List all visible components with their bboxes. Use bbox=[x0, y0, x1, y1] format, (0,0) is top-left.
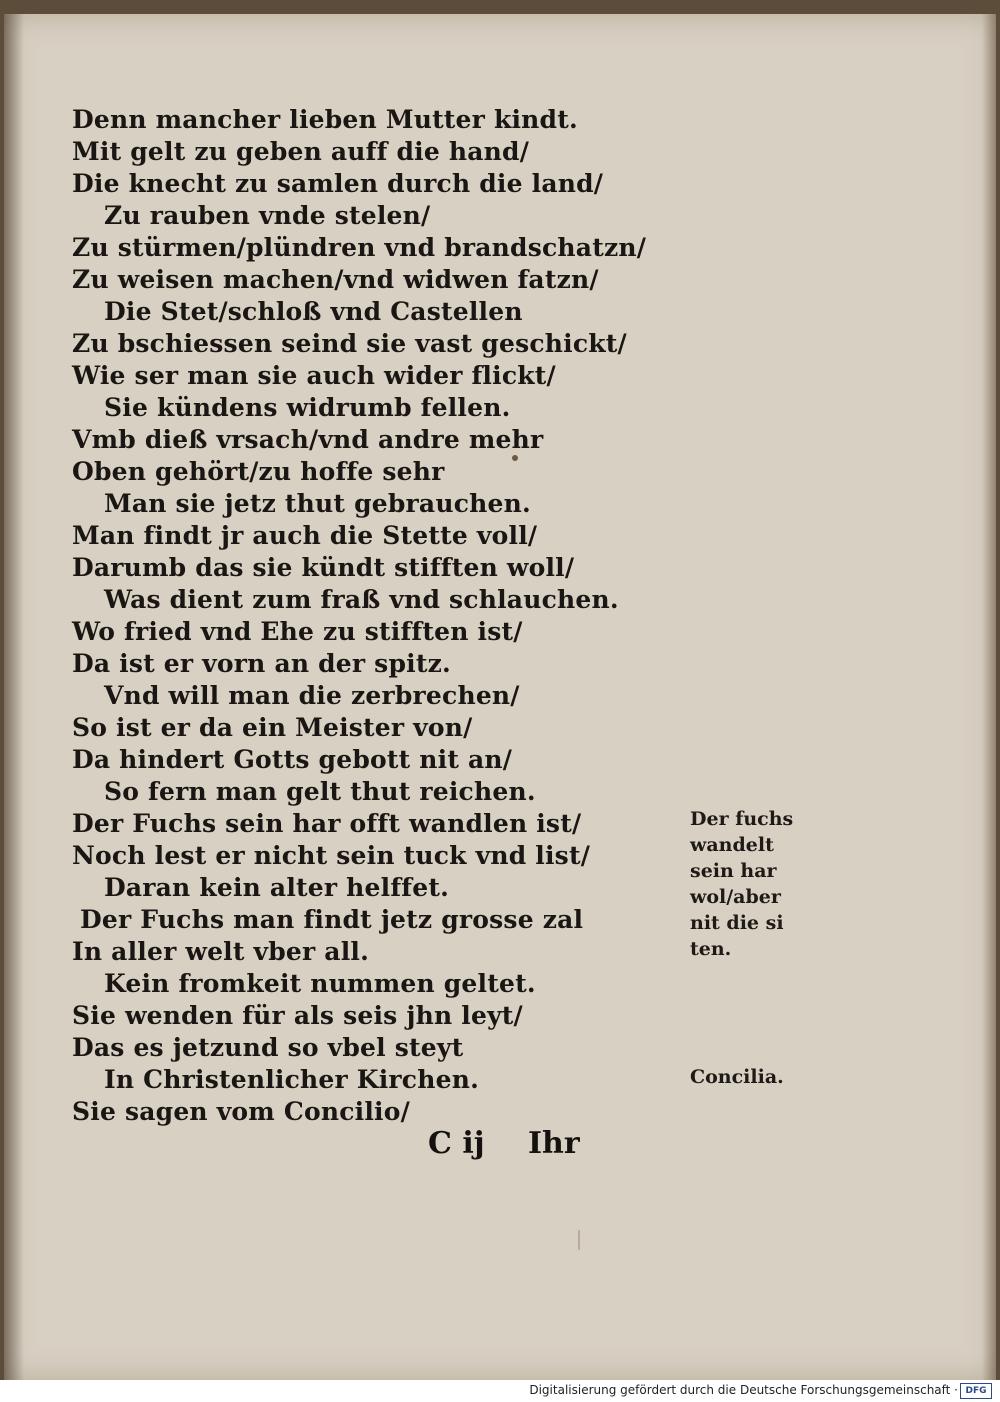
verse-line: Die Stet/schloß vnd Castellen bbox=[104, 297, 523, 326]
marginal-line: wol/aber bbox=[690, 886, 781, 908]
verse-line: Vmb dieß vrsach/vnd andre mehr bbox=[72, 425, 544, 454]
verse-line: In aller welt vber all. bbox=[72, 937, 370, 966]
verse-line: Kein fromkeit nummen geltet. bbox=[104, 969, 536, 998]
verse-line: So fern man gelt thut reichen. bbox=[104, 777, 536, 806]
verse-line: Die knecht zu samlen durch die land/ bbox=[72, 169, 604, 198]
marginal-line: wandelt bbox=[690, 834, 774, 856]
verse-line: Sie wenden für als seis jhn leyt/ bbox=[72, 1001, 523, 1030]
verse-line: Noch lest er nicht sein tuck vnd list/ bbox=[72, 841, 591, 870]
verse-line: Daran kein alter helffet. bbox=[104, 873, 450, 902]
verse-line: Da hindert Gotts gebott nit an/ bbox=[72, 745, 513, 774]
marginal-note-concilia: Concilia. bbox=[690, 1066, 784, 1088]
verse-line: Darumb das sie kündt stifften woll/ bbox=[72, 553, 575, 582]
page-edge-shadow bbox=[982, 14, 996, 1380]
marginal-note-fuchs bbox=[690, 806, 810, 962]
marginal-line: ten. bbox=[690, 938, 732, 960]
verse-line: Da ist er vorn an der spitz. bbox=[72, 649, 451, 678]
marginal-line: nit die si bbox=[690, 912, 784, 934]
verse-line: Vnd will man die zerbrechen/ bbox=[104, 681, 520, 710]
verse-line: Was dient zum fraß vnd schlauchen. bbox=[104, 585, 619, 614]
verse-line: Mit gelt zu geben auff die hand/ bbox=[72, 137, 530, 166]
verse-line: Der Fuchs man findt jetz grosse zal bbox=[80, 905, 584, 934]
catchword: Ihr bbox=[528, 1126, 580, 1161]
verse-line: Wie ser man sie auch wider flickt/ bbox=[72, 361, 556, 390]
verse-line: Wo fried vnd Ehe zu stifften ist/ bbox=[72, 617, 523, 646]
marginal-line: Der fuchs bbox=[690, 808, 794, 830]
paper-crease bbox=[578, 1230, 580, 1250]
signature-mark: C ij bbox=[428, 1126, 485, 1161]
digitization-footer bbox=[0, 1380, 1000, 1402]
verse-line: Zu rauben vnde stelen/ bbox=[104, 201, 431, 230]
verse-line: Man findt jr auch die Stette voll/ bbox=[72, 521, 538, 550]
verse-line: Man sie jetz thut gebrauchen. bbox=[104, 489, 531, 518]
dfg-logo: DFG bbox=[960, 1383, 992, 1399]
verse-line: Das es jetzund so vbel steyt bbox=[72, 1033, 464, 1062]
verse-line: Sie sagen vom Concilio/ bbox=[72, 1097, 410, 1126]
marginal-line: sein har bbox=[690, 860, 777, 882]
verse-line: Der Fuchs sein har offt wandlen ist/ bbox=[72, 809, 582, 838]
footer-credit: Digitalisierung gefördert durch die Deutsche Forschungsgemeinschaft · bbox=[529, 1383, 958, 1397]
spine-shadow bbox=[4, 14, 24, 1380]
verse-line: Denn mancher lieben Mutter kindt. bbox=[72, 105, 578, 134]
verse-line: Oben gehört/zu hoffe sehr bbox=[72, 457, 445, 486]
verse-line: So ist er da ein Meister von/ bbox=[72, 713, 473, 742]
verse-line: Zu weisen machen/vnd widwen fatzn/ bbox=[72, 265, 599, 294]
verse-line: In Christenlicher Kirchen. bbox=[104, 1065, 479, 1094]
verse-line: Sie kündens widrumb fellen. bbox=[104, 393, 511, 422]
verse-line: Zu stürmen/plündren vnd brandschatzn/ bbox=[72, 233, 647, 262]
verse-line: Zu bschiessen seind sie vast geschickt/ bbox=[72, 329, 627, 358]
